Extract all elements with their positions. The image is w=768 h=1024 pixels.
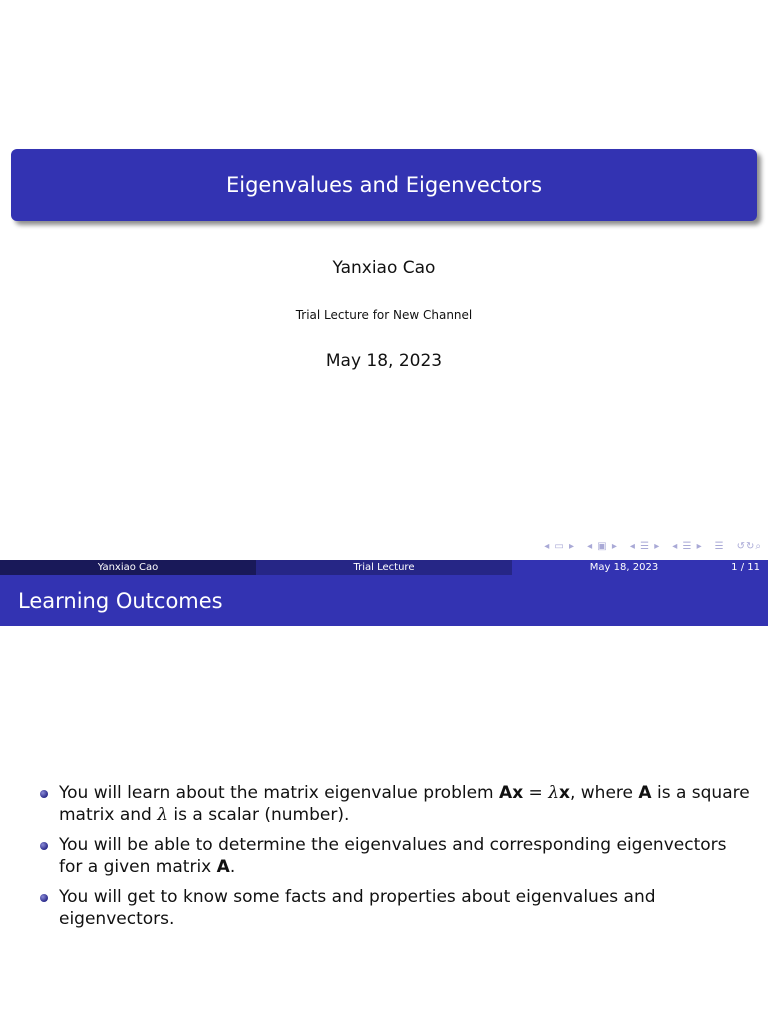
frame-nav-icon[interactable]: ◂ ▣ ▸ [587, 541, 618, 552]
math-bold: x [559, 783, 570, 803]
slide-title: Eigenvalues and Eigenvectors [225, 173, 543, 197]
frame-title-bar [0, 575, 768, 626]
bullet-icon [40, 790, 48, 798]
footer-right [512, 560, 768, 575]
learning-outcomes-list [40, 782, 750, 938]
author-name: Yanxiao Cao [332, 258, 436, 278]
section-nav-icon[interactable]: ◂ ☰ ▸ [672, 541, 703, 552]
footer-author: Yanxiao Cao [0, 560, 256, 575]
subsection-nav-icon[interactable]: ◂ ☰ ▸ [629, 541, 661, 552]
search-icon[interactable]: ↺↻⌕ [736, 541, 762, 552]
beamer-navigation [544, 541, 762, 552]
footer-date: May 18, 2023 [589, 562, 659, 573]
align-icon[interactable]: ☰ [714, 541, 725, 552]
bullet-icon [40, 894, 48, 902]
presentation-date: May 18, 2023 [325, 351, 443, 371]
frame-title: Learning Outcomes [18, 588, 223, 613]
footline [0, 560, 768, 575]
bullet-icon [40, 842, 48, 850]
math-bold: A [216, 857, 230, 877]
footer-title: Trial Lecture [256, 560, 512, 575]
list-item: You will learn about the matrix eigenvalue problem Ax = λx, where A is a square matrix and λ is a scalar (number). [40, 782, 750, 826]
math-lambda: λ [157, 805, 168, 825]
list-item: You will get to know some facts and properties about eigenvalues and eigenvectors. [40, 886, 750, 930]
math-bold: A [638, 783, 652, 803]
list-item: You will be able to determine the eigenvalues and corresponding eigenvectors for a given matrix A. [40, 834, 750, 878]
title-banner [11, 149, 757, 221]
math-bold: Ax [499, 783, 524, 803]
math-lambda: λ [548, 783, 559, 803]
institute: Trial Lecture for New Channel [295, 308, 473, 322]
slide-nav-icon[interactable]: ◂ ▭ ▸ [544, 541, 576, 552]
page-number: 1 / 11 [731, 562, 760, 573]
